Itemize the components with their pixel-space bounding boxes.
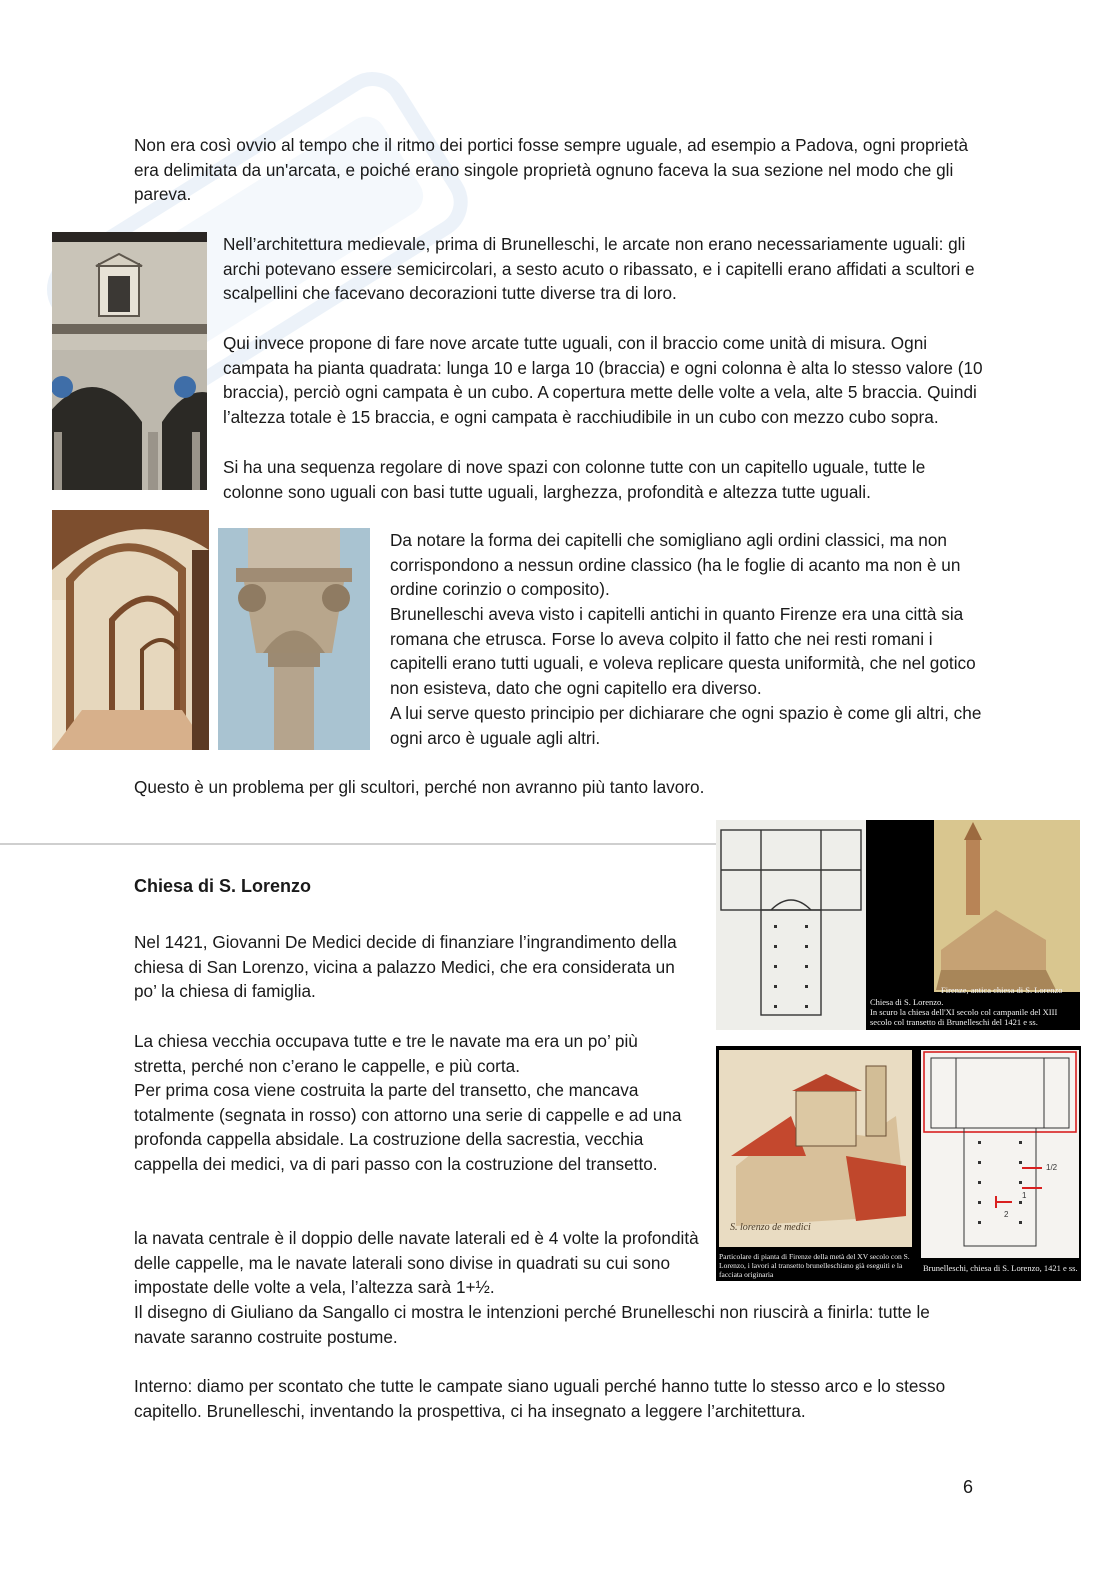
arcades-paragraph-3: Si ha una sequenza regolare di nove spazi con colonne tutte con un capitello uguale, tutte le colonne sono uguali con basi tutte uguali, larghezza, profondità e altezza tutte uguali.: [223, 457, 926, 502]
church-paragraph-4: la navata centrale è il doppio delle navate laterali ed è 4 volte la profondità delle cappelle, ma le navate laterali sono divise in quadrati su cui sono impostate delle volte a vela, l’altezza sarà 1+½.: [134, 1228, 699, 1298]
church-paragraph-6: Interno: diamo per scontato che tutte le campate siano uguali perché hanno tutte lo stesso arco e lo stesso capitello. Brunelleschi, inventando la prospettiva, ci ha insegnato a leggere l’architettura.: [134, 1376, 946, 1421]
san-lorenzo-plan-figure: [716, 820, 1080, 1030]
church-paragraph-3: Per prima cosa viene costruita la parte del transetto, che mancava totalmente (segnata in rosso) con attorno una serie di cappelle e ad una profonda cappella absidale. La costruzione della sacrestia, vecchia cappella dei medici, va di pari passo con la costruzione del transetto.: [134, 1080, 682, 1174]
capitals-paragraph-2: Brunelleschi aveva visto i capitelli antichi in quanto Firenze era una città sia romana che etrusca. Forse lo aveva colpito il fatto che nei resti romani i capitelli erano tutti uguali, e voleva replicare questa uniformità, che nel gotico non esisteva, dato che ogni capitello era diverso.: [390, 604, 976, 698]
caption-bottom-right: Brunelleschi, chiesa di S. Lorenzo, 1421 e ss.: [923, 1263, 1078, 1273]
page-number: 6: [963, 1477, 974, 1497]
church-title: Chiesa di S. Lorenzo: [134, 876, 312, 896]
intro-paragraph: Non era così ovvio al tempo che il ritmo dei portici fosse sempre uguale, ad esempio a Padova, ogni proprietà era delimitata da un'arcata, e poiché erano singole proprietà ognuno faceva la sua sezione nel modo che gli pareva.: [134, 135, 969, 205]
loggia-facade-photo: [52, 232, 207, 490]
caption-top-3: In scuro la chiesa dell'XI secolo col campanile del XIII secolo col transetto di Brunelleschi del 1421 e ss.: [870, 1007, 1058, 1027]
manuscript-label: S. lorenzo de medici: [730, 1222, 811, 1233]
plan-mark-2: 1: [1022, 1191, 1027, 1200]
church-paragraph-5: Il disegno di Giuliano da Sangallo ci mostra le intenzioni perché Brunelleschi non riuscirà a finirla: tutte le navate saranno costruite postume.: [134, 1302, 930, 1347]
plan-mark-1: 1/2: [1046, 1163, 1058, 1172]
section-divider: [0, 843, 720, 845]
san-lorenzo-transept-figure: [716, 1046, 1081, 1281]
capitals-paragraph-1: Da notare la forma dei capitelli che somigliano agli ordini classici, ma non corrispondono a nessun ordine classico (ha le foglie di acanto ma non è un ordine corinzio o composito).: [390, 530, 961, 600]
caption-bottom-left: Particolare di pianta di Firenze della metà del XV secolo con S. Lorenzo, i lavori al transetto brunelleschiano già eseguiti e la facciata originaria: [719, 1252, 910, 1279]
capitals-paragraph-3: A lui serve questo principio per dichiarare che ogni spazio è come gli altri, che ogni arco è uguale agli altri.: [390, 703, 982, 748]
capital-closeup-photo: [218, 528, 370, 750]
church-paragraph-1: Nel 1421, Giovanni De Medici decide di finanziare l’ingrandimento della chiesa di San Lorenzo, vicina a palazzo Medici, che era considerata un po’ la chiesa di famiglia.: [134, 932, 677, 1002]
church-paragraph-2: La chiesa vecchia occupava tutte e tre le navate ma era un po’ più stretta, perché non c’erano le cappelle, e più corta.: [134, 1031, 638, 1076]
caption-top-2: Chiesa di S. Lorenzo.: [870, 997, 944, 1007]
arcades-paragraph-2: Qui invece propone di fare nove arcate tutte uguali, con il braccio come unità di misura. Ogni campata ha pianta quadrata: lunga 10 e larga 10 (braccia) e ogni colonna è alta lo stesso valore (10 braccia), perciò ogni campata è un cubo. A copertura mette delle volte a vela, alte 5 braccia. Quindi l’altezza totale è 15 braccia, e ogni campata è racchiudibile in un cubo con mezzo cubo sopra.: [223, 333, 983, 427]
caption-top-1: Firenze, antica chiesa di S. Lorenzo: [941, 985, 1063, 995]
plan-mark-3: 2: [1004, 1210, 1009, 1219]
portico-interior-photo: [52, 510, 209, 750]
arcades-paragraph-1: Nell’architettura medievale, prima di Brunelleschi, le arcate non erano necessariamente uguali: gli archi potevano essere semicircolari, a sesto acuto o ribassato, e i capitelli erano affidati a scultori e scalpellini che facevano decorazioni tutte diverse tra di loro.: [223, 234, 975, 304]
sculptors-note: Questo è un problema per gli scultori, perché non avranno più tanto lavoro.: [134, 777, 705, 797]
